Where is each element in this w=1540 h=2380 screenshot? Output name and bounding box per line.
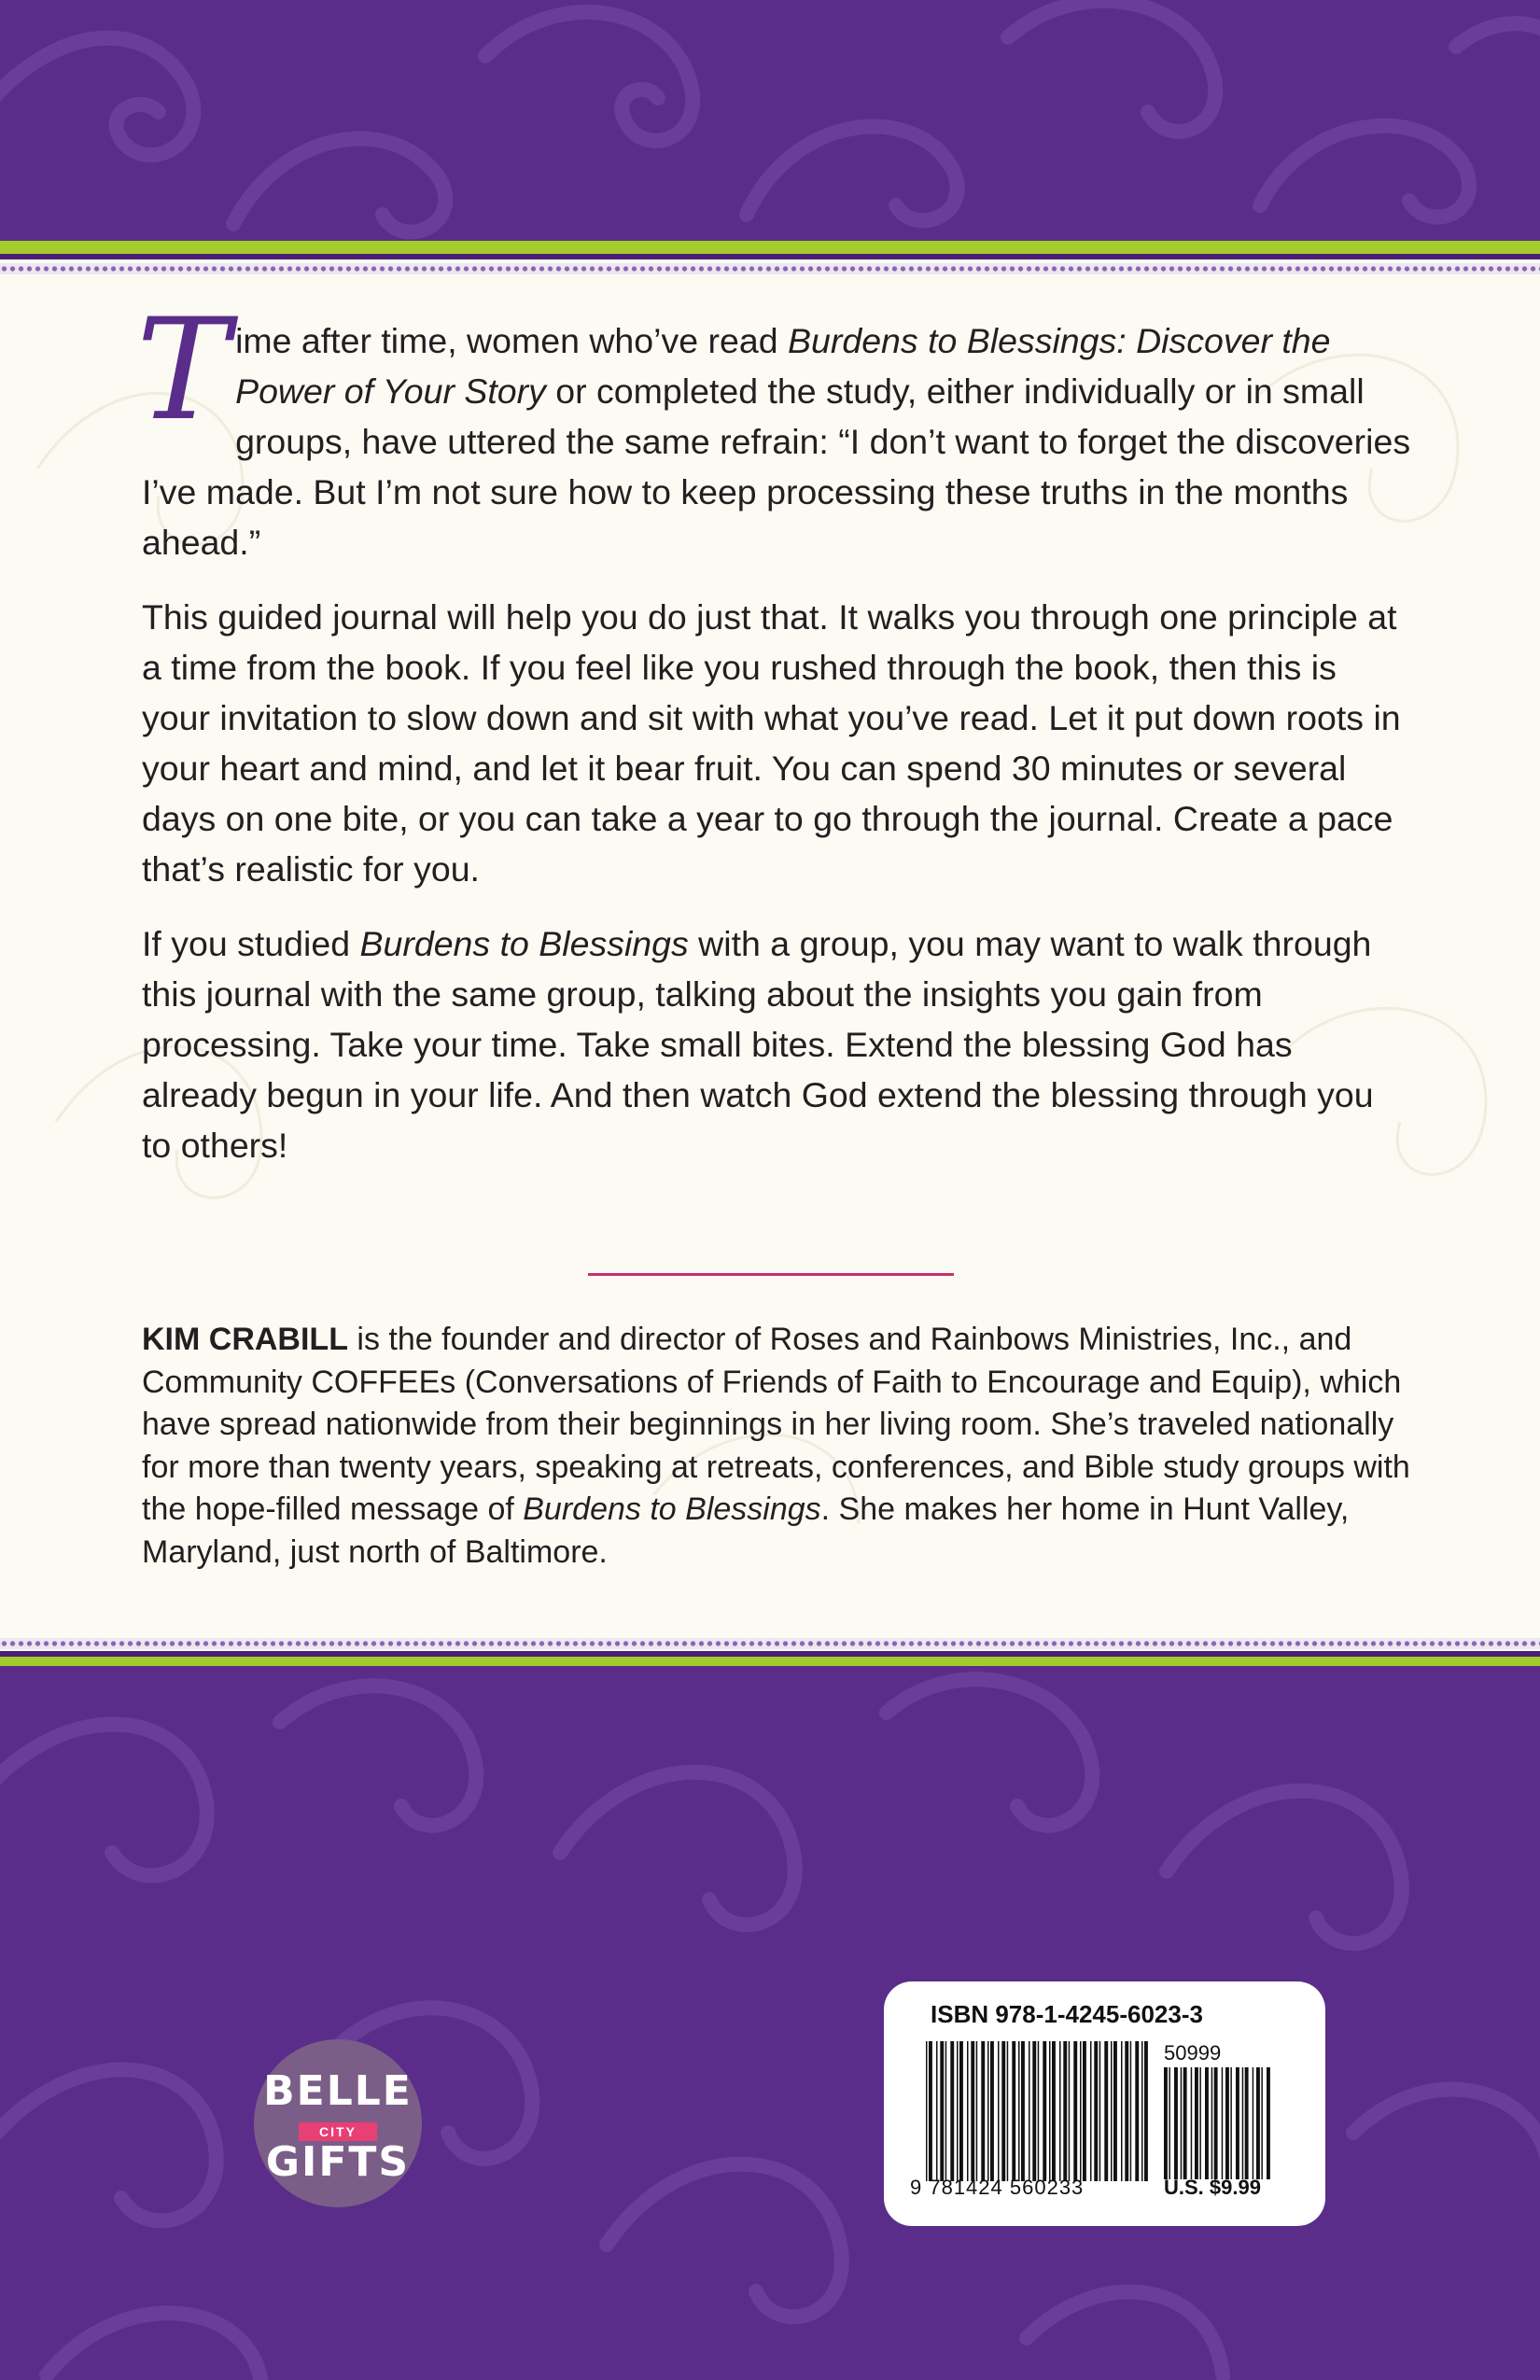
book-title: Burdens to Blessings bbox=[359, 924, 689, 963]
section-divider bbox=[588, 1273, 954, 1276]
author-bio: KIM CRABILL is the founder and director of Roses and Rainbows Ministries, Inc., and Community COFFEEs (Conversations of Friends of Faith to Encourage and Equip), which have spread nationwide from their beginnings in her living room. She’s traveled nationally for more than twenty years, speaking at retreats, conferences, and Bible study groups with the hope-filled message of Burdens to Blessings. She makes her home in Hunt Valley, Maryland, just north of Baltimore. bbox=[142, 1322, 1410, 1570]
publisher-logo bbox=[254, 2039, 422, 2207]
isbn-text: ISBN 978-1-4245-6023-3 bbox=[931, 2000, 1203, 2028]
bottom-dotted-border bbox=[0, 1638, 1540, 1649]
intro-paragraph-2: This guided journal will help you do just that. It walks you through one principle at a time from the book. If you feel like you rushed through the book, then this is your invitation to slow down and sit with what you’ve read. Let it put down roots in your heart and mind, and let it bear fruit. You can spend 30 minutes or several days on one bite, or you can take a year to go through the journal. Create a pace that’s realistic for you. bbox=[142, 597, 1401, 889]
logo-text-bottom: GIFTS bbox=[265, 2138, 411, 2186]
book-title: Burdens to Blessings bbox=[523, 1491, 821, 1527]
top-dark-stripe bbox=[0, 254, 1540, 259]
price-code: 50999 bbox=[1164, 2041, 1222, 2065]
author-name: KIM CRABILL bbox=[142, 1322, 348, 1357]
barcode-bars-icon bbox=[926, 2041, 1155, 2181]
top-green-stripe bbox=[0, 241, 1540, 254]
barcode-card bbox=[884, 1981, 1325, 2226]
drop-cap: T bbox=[136, 289, 231, 452]
intro-paragraph-3: If you studied Burdens to Blessings with a group, you may want to walk through this journal with the same group, talking about the insights you gain from processing. Take your time. Take small bites. Extend the blessing God has already begun in your life. And then watch God extend the blessing through you to others! bbox=[142, 924, 1374, 1165]
logo-ribbon: CITY bbox=[299, 2122, 377, 2141]
barcode-digits: 9 781424 560233 bbox=[910, 2176, 1085, 2199]
swirl-pattern-icon bbox=[0, 0, 1540, 241]
retail-price: U.S. $9.99 bbox=[1164, 2176, 1261, 2199]
logo-text-top: BELLE bbox=[263, 2067, 413, 2115]
top-dotted-border bbox=[0, 263, 1540, 274]
intro-text-block bbox=[136, 289, 1411, 1195]
book-title: Burdens to Blessings: Discover the Power of Your Story bbox=[235, 321, 1331, 411]
addon-barcode-bars-icon bbox=[1164, 2067, 1276, 2179]
intro-paragraph-1: Time after time, women who’ve read Burdens to Blessings: Discover the Power of Your Story or completed the study, either individually or in small groups, have uttered the same refrain: “I don’t want to forget the discoveries I’ve made. But I’m not sure how to keep processing these truths in the months ahead.” bbox=[136, 289, 1411, 562]
top-decorative-band bbox=[0, 0, 1540, 241]
